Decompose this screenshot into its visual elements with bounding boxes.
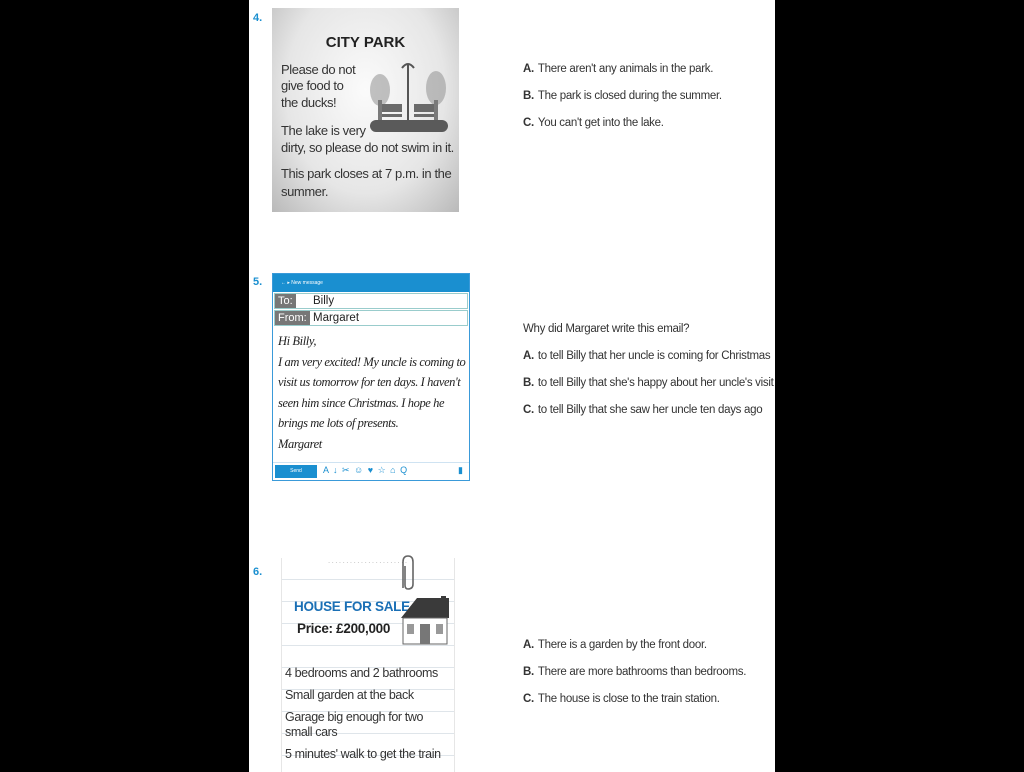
house-icon	[399, 596, 451, 646]
q6-option-a[interactable]: A. There is a garden by the front door.	[523, 639, 707, 651]
trash-icon[interactable]: ▮	[458, 465, 463, 475]
email-window	[272, 273, 470, 481]
q6-option-c[interactable]: C. The house is close to the train station.	[523, 693, 720, 705]
house-line-2: Small garden at the back	[285, 688, 414, 702]
park-title: CITY PARK	[325, 34, 406, 51]
notepad-spiral: ······················	[327, 558, 409, 567]
email-from-row	[274, 310, 468, 326]
email-to-row	[274, 293, 468, 309]
park-line-4: The lake is very	[281, 123, 366, 138]
paperclip-icon	[396, 554, 418, 592]
park-line-3: the ducks!	[281, 95, 337, 110]
email-title-bar: ← ▸ New message	[273, 274, 469, 292]
email-toolbar	[273, 462, 469, 480]
park-line-2: give food to	[281, 78, 344, 93]
q4-option-b[interactable]: B. The park is closed during the summer.	[523, 90, 722, 102]
to-field[interactable]: Billy	[313, 295, 335, 307]
q5-option-a[interactable]: A. to tell Billy that her uncle is coming for Christmas	[523, 350, 771, 362]
house-line-4: small cars	[285, 725, 338, 739]
q4-option-a[interactable]: A. There aren't any animals in the park.	[523, 63, 714, 75]
park-line-6: This park closes at 7 p.m. in the	[281, 166, 452, 181]
question-4-number: 4.	[253, 12, 263, 24]
park-line-5: dirty, so please do not swim in it.	[281, 140, 454, 155]
house-line-5: 5 minutes' walk to get the train	[285, 747, 441, 761]
question-5-number: 5.	[253, 276, 263, 288]
q5-option-c[interactable]: C. to tell Billy that she saw her uncle ten days ago	[523, 404, 763, 416]
q5-option-b[interactable]: B. to tell Billy that she's happy about her uncle's visit	[523, 377, 774, 389]
send-button[interactable]: Send	[275, 465, 317, 478]
from-label: From:	[275, 311, 310, 325]
house-line-3: Garage big enough for two	[285, 710, 424, 724]
q5-question: Why did Margaret write this email?	[523, 323, 690, 335]
to-label: To:	[275, 294, 296, 308]
house-for-sale-notice	[281, 558, 455, 772]
q4-option-c[interactable]: C. You can't get into the lake.	[523, 117, 664, 129]
park-bench-illustration-icon	[366, 60, 452, 138]
park-line-7: summer.	[281, 184, 329, 199]
house-price: Price: £200,000	[297, 621, 391, 636]
email-body[interactable]: Hi Billy, I am very excited! My uncle is coming to visit us tomorrow for ten days. I haven't seen him since Christmas. I hope he brings me lots of presents. Margaret	[278, 334, 466, 451]
city-park-sign	[272, 8, 459, 212]
park-line-1: Please do not	[281, 62, 356, 77]
from-field[interactable]: Margaret	[313, 312, 360, 324]
question-6-number: 6.	[253, 566, 263, 578]
formatting-icons[interactable]: A ↓ ✂ ☺ ♥ ☆ ⌂ Q	[323, 465, 409, 475]
q6-option-b[interactable]: B. There are more bathrooms than bedrooms.	[523, 666, 747, 678]
house-line-1: 4 bedrooms and 2 bathrooms	[285, 666, 438, 680]
house-title: HOUSE FOR SALE	[294, 599, 410, 614]
